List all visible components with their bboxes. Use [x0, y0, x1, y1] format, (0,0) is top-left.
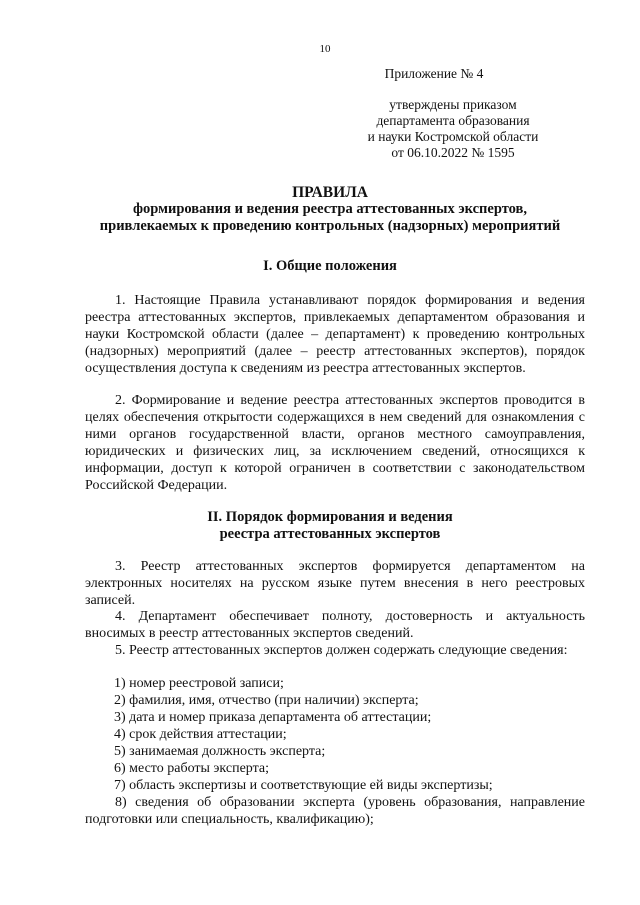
list-item: 8) сведения об образовании эксперта (уровень образования, направление подготовки или специальность, квалификацию);	[85, 795, 585, 827]
approval-line: и науки Костромской области	[367, 129, 539, 144]
paragraph-4	[85, 608, 585, 642]
paragraph-list-item-8	[85, 794, 585, 828]
list-item: 7) область экспертизы и соответствующие ей виды экспертизы;	[114, 778, 493, 793]
paragraph-1	[85, 292, 585, 377]
annex-label: Приложение № 4	[384, 66, 484, 81]
title-main: ПРАВИЛА	[292, 184, 368, 201]
paragraph-text: 1. Настоящие Правила устанавливают порядок формирования и ведения реестра аттестованных экспертов, привлекаемых департаментом образования и науки Костромской области (далее – департамент) к проведению контрольных (надзорных) мероприятий (далее – реестр аттестованных экспертов), порядок осуществления доступа к сведениям из реестра аттестованных экспертов.	[85, 293, 585, 376]
section2-heading	[80, 509, 580, 543]
approval-line: утверждены приказом	[389, 97, 517, 112]
paragraph-text: 3. Реестр аттестованных экспертов формируется департаментом на электронных носителях на русском языке путем внесения в него реестровых записей.	[85, 559, 585, 608]
list-item: 1) номер реестровой записи;	[114, 676, 284, 691]
paragraph-text: 5. Реестр аттестованных экспертов должен содержать следующие сведения:	[115, 643, 568, 658]
paragraph-text: 2. Формирование и ведение реестра аттестованных экспертов проводится в целях обеспечения открытости содержащихся в нем сведений для ознакомления с ними органов государственной власти, органов местного самоуправления, юридических и физических лиц, за исключением сведений, относящихся к информации, доступ к которой ограничен в соответствии с законодательством Российской Федерации.	[85, 393, 585, 493]
page-number: 10	[319, 43, 331, 55]
title-subline: формирования и ведения реестра аттестованных экспертов,	[133, 201, 527, 217]
approval-line: от 06.10.2022 № 1595	[391, 145, 515, 160]
approval-line: департамента образования	[376, 113, 530, 128]
list-item: 6) место работы эксперта;	[114, 761, 269, 776]
paragraph-text: 4. Департамент обеспечивает полноту, достоверность и актуальность вносимых в реестр аттестованных экспертов сведений.	[85, 609, 585, 641]
document-title	[80, 184, 580, 235]
list-item: 4) срок действия аттестации;	[114, 727, 287, 742]
approval-block	[300, 66, 560, 161]
paragraph-2	[85, 392, 585, 494]
list-item: 3) дата и номер приказа департамента об аттестации;	[114, 710, 432, 725]
title-subline: привлекаемых к проведению контрольных (надзорных) мероприятий	[99, 218, 561, 234]
paragraph-5	[85, 642, 585, 659]
section2-heading-line: реестра аттестованных экспертов	[219, 526, 441, 542]
list-item: 5) занимаемая должность эксперта;	[114, 744, 326, 759]
paragraph-3	[85, 558, 585, 609]
section2-heading-line: II. Порядок формирования и ведения	[207, 509, 453, 525]
section1-heading: I. Общие положения	[263, 258, 397, 274]
list-item: 2) фамилия, имя, отчество (при наличии) эксперта;	[114, 693, 419, 708]
